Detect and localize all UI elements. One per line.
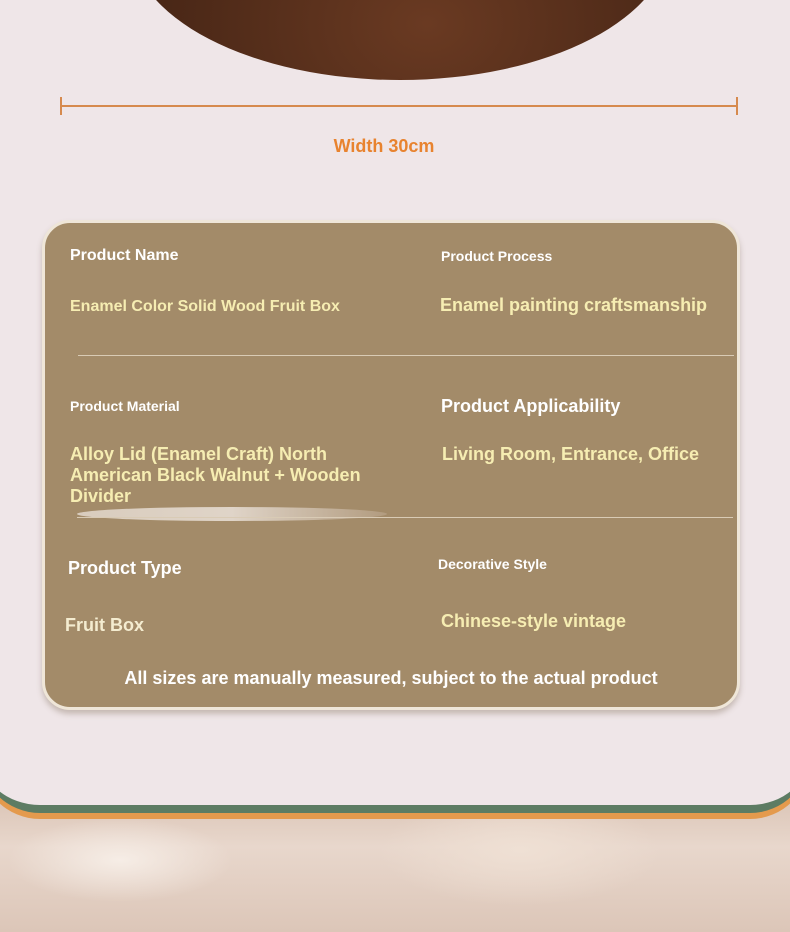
product-name-value: Enamel Color Solid Wood Fruit Box xyxy=(70,298,340,315)
measure-right-cap xyxy=(736,97,738,115)
product-applicability-value: Living Room, Entrance, Office xyxy=(442,444,700,464)
product-name-label: Product Name xyxy=(70,247,179,264)
product-applicability-label: Product Applicability xyxy=(441,396,621,416)
measurement-disclaimer: All sizes are manually measured, subject to the actual product xyxy=(124,668,658,688)
width-label: Width 30cm xyxy=(333,136,435,156)
decorative-style-value: Chinese-style vintage xyxy=(441,611,627,631)
wood-box-photo xyxy=(130,0,670,80)
row-divider-1 xyxy=(78,355,734,356)
decorative-style-label: Decorative Style xyxy=(438,556,547,572)
width-measure-line xyxy=(61,105,737,107)
product-material-label: Product Material xyxy=(70,398,180,414)
blurred-photo-strip xyxy=(77,507,387,521)
row-divider-2 xyxy=(77,517,733,518)
product-type-value: Fruit Box xyxy=(65,615,144,635)
product-material-value: Alloy Lid (Enamel Craft) North American Black Walnut + Wooden Divider xyxy=(70,444,361,506)
product-process-value: Enamel painting craftsmanship xyxy=(440,295,708,315)
spec-card xyxy=(42,220,740,710)
product-process-label: Product Process xyxy=(441,248,553,264)
product-type-label: Product Type xyxy=(68,558,182,578)
